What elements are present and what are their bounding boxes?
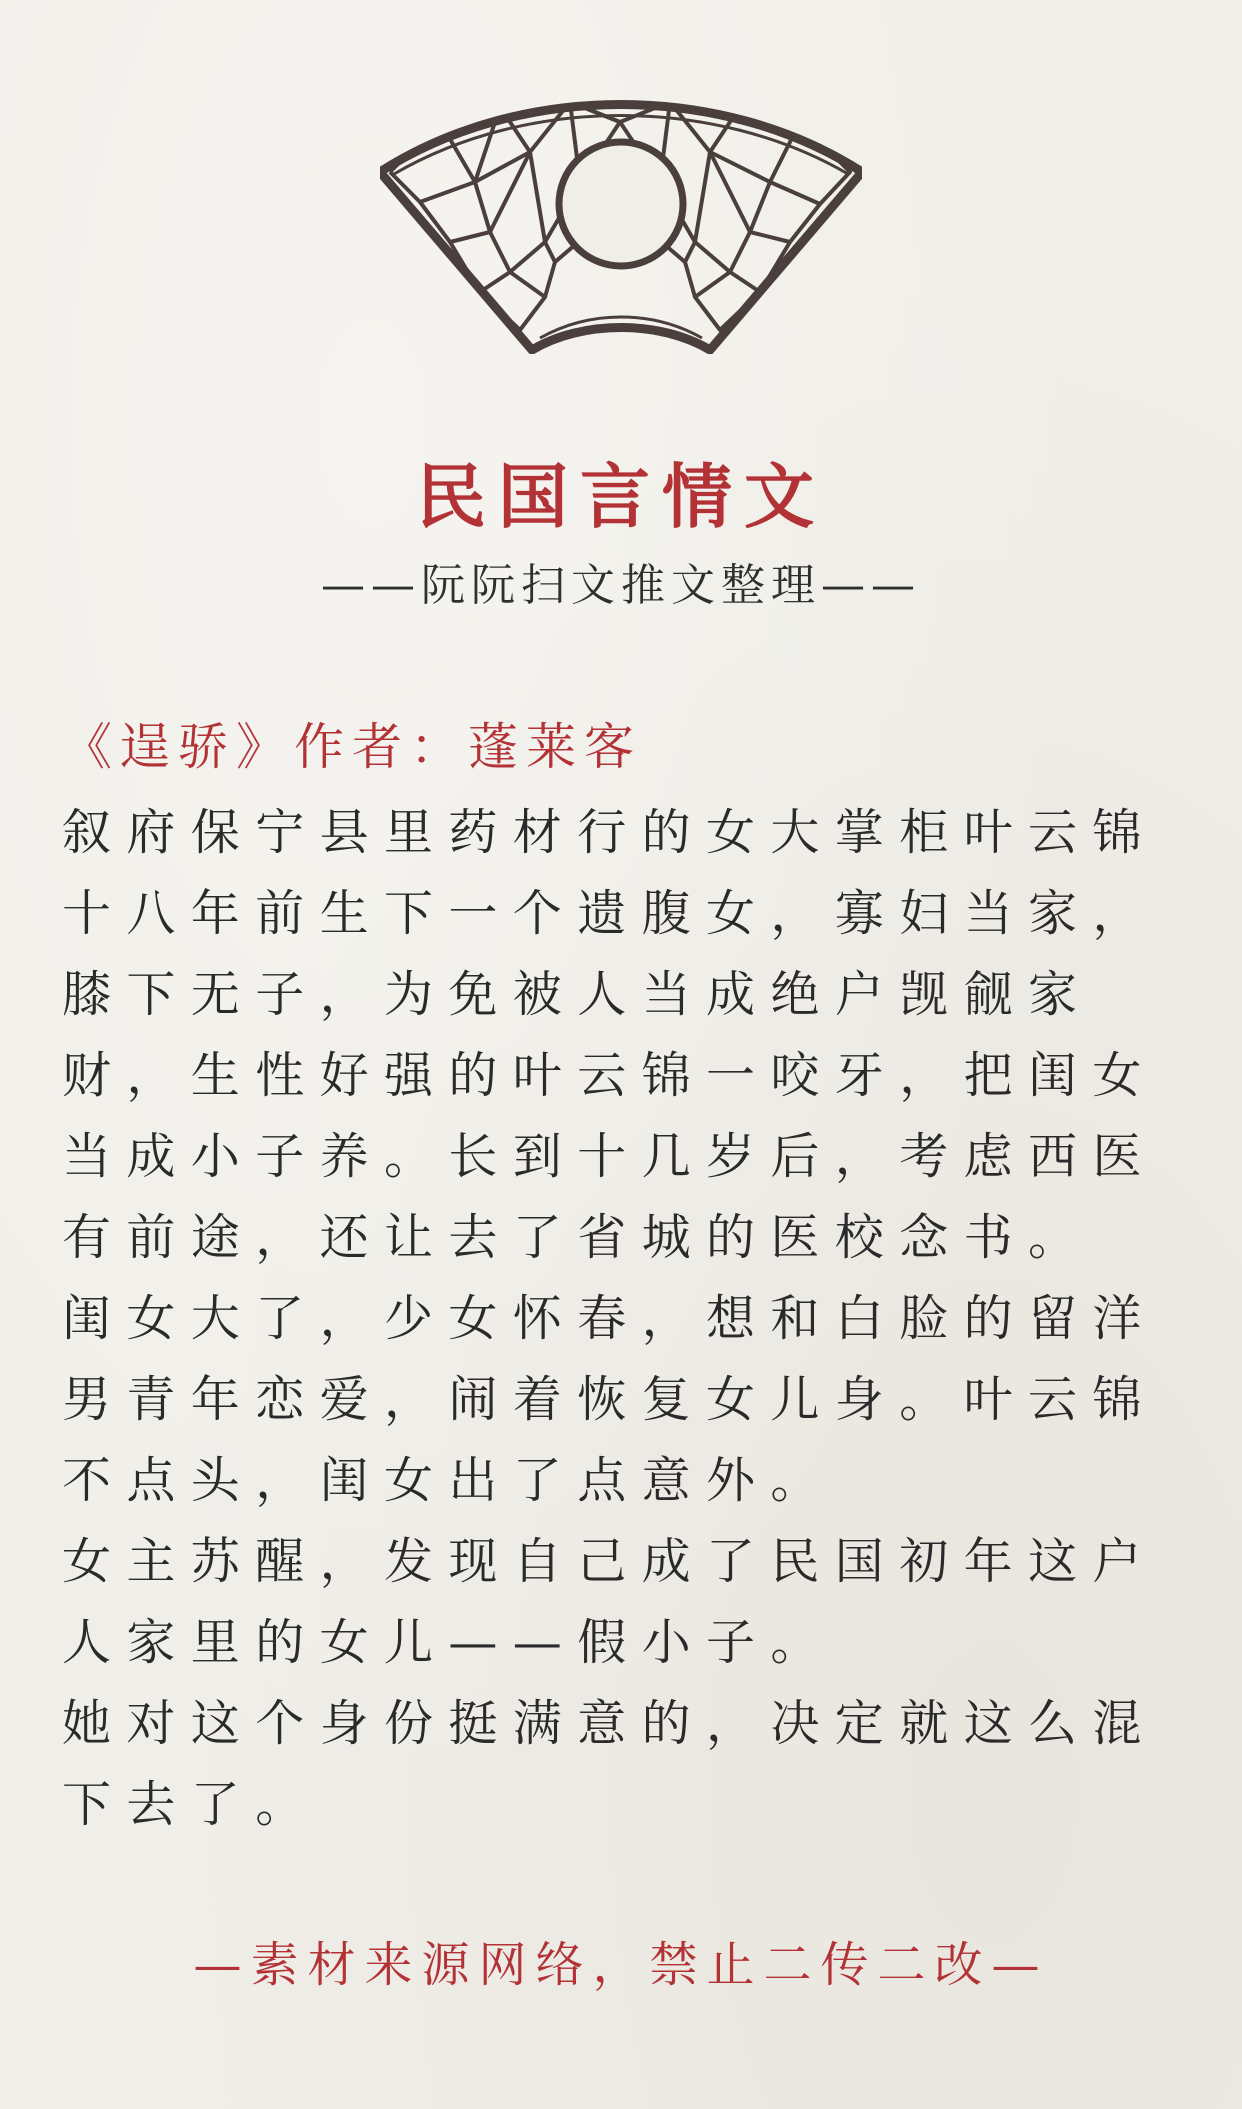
summary-line: 女主苏醒，发现自己成了民国初年这户 [62,1533,1157,1590]
summary-line: 男青年恋爱，闹着恢复女儿身。叶云锦 [62,1371,1157,1428]
summary-line: 当成小子养。长到十几岁后，考虑西医 [62,1128,1157,1185]
fan-lattice-window-icon [380,92,862,354]
book-summary [62,792,1182,1845]
source-notice: —素材来源网络，禁止二传二改— [193,1937,1049,1993]
summary-line: 不点头，闺女出了点意外。 [62,1452,835,1509]
summary-line: 她对这个身份挺满意的，决定就这么混 [62,1695,1157,1752]
summary-line: 膝下无子，为免被人当成绝户觊觎家 [62,966,1093,1023]
page-title: 民国言情文 [416,455,826,538]
book-title-author: 《逞骄》作者：蓬莱客 [62,718,642,776]
summary-line: 财，生性好强的叶云锦一咬牙，把闺女 [62,1047,1157,1104]
summary-line: 闺女大了，少女怀春，想和白脸的留洋 [62,1290,1157,1347]
summary-line: 有前途，还让去了省城的医校念书。 [62,1209,1093,1266]
summary-line: 十八年前生下一个遗腹女，寡妇当家， [62,885,1157,942]
page-subtitle: ——阮阮扫文推文整理—— [321,560,921,611]
summary-line: 下去了。 [62,1776,320,1833]
summary-line: 人家里的女儿——假小子。 [62,1614,835,1671]
summary-line: 叙府保宁县里药材行的女大掌柜叶云锦 [62,804,1157,861]
